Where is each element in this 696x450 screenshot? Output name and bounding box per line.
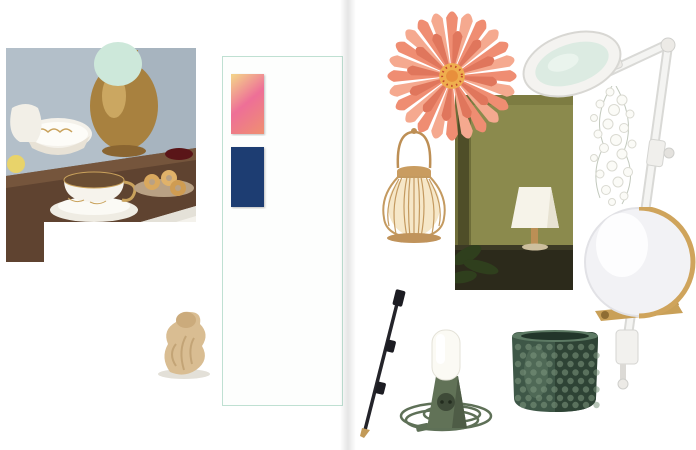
plant-light-product [350,288,422,440]
caption-lantern [414,250,452,252]
tealight-holder-product [504,324,606,420]
article-column [50,265,147,277]
caption-plant-light [390,324,426,326]
bright-light-lamp-product [577,207,696,333]
caption-light-garland [627,168,673,170]
article-item-2 [50,276,147,277]
sculpture-illustration [148,300,218,380]
footer-right [540,430,682,436]
book-cover-nukkumisen-taito [231,147,264,207]
lantern-illustration [376,126,452,244]
bright-light-lamp-illustration [577,207,696,333]
feature-title-block [448,246,598,251]
photo-speech-bubble [94,42,142,86]
light-garland-product [582,86,648,206]
caption-bright-light-lamp [597,278,649,280]
headline-box [44,222,196,264]
sculpture-photo [148,300,218,380]
lantern-product [376,126,452,244]
caption-tealight-holder [610,366,670,368]
caption-paper-star [364,28,402,30]
tealight-holder-illustration [504,324,606,420]
book-review-1 [231,73,334,136]
book-tips-box [222,56,343,406]
light-garland-illustration [582,86,648,206]
book-review-2 [231,146,334,209]
article-item-1 [50,270,147,271]
footer-left [14,430,20,436]
caption-magnifier-lamp [610,55,656,57]
caption-plug-in-lamp [463,325,508,327]
plant-light-illustration [350,288,422,440]
book-cover-uskalla-tuntea [231,74,264,134]
